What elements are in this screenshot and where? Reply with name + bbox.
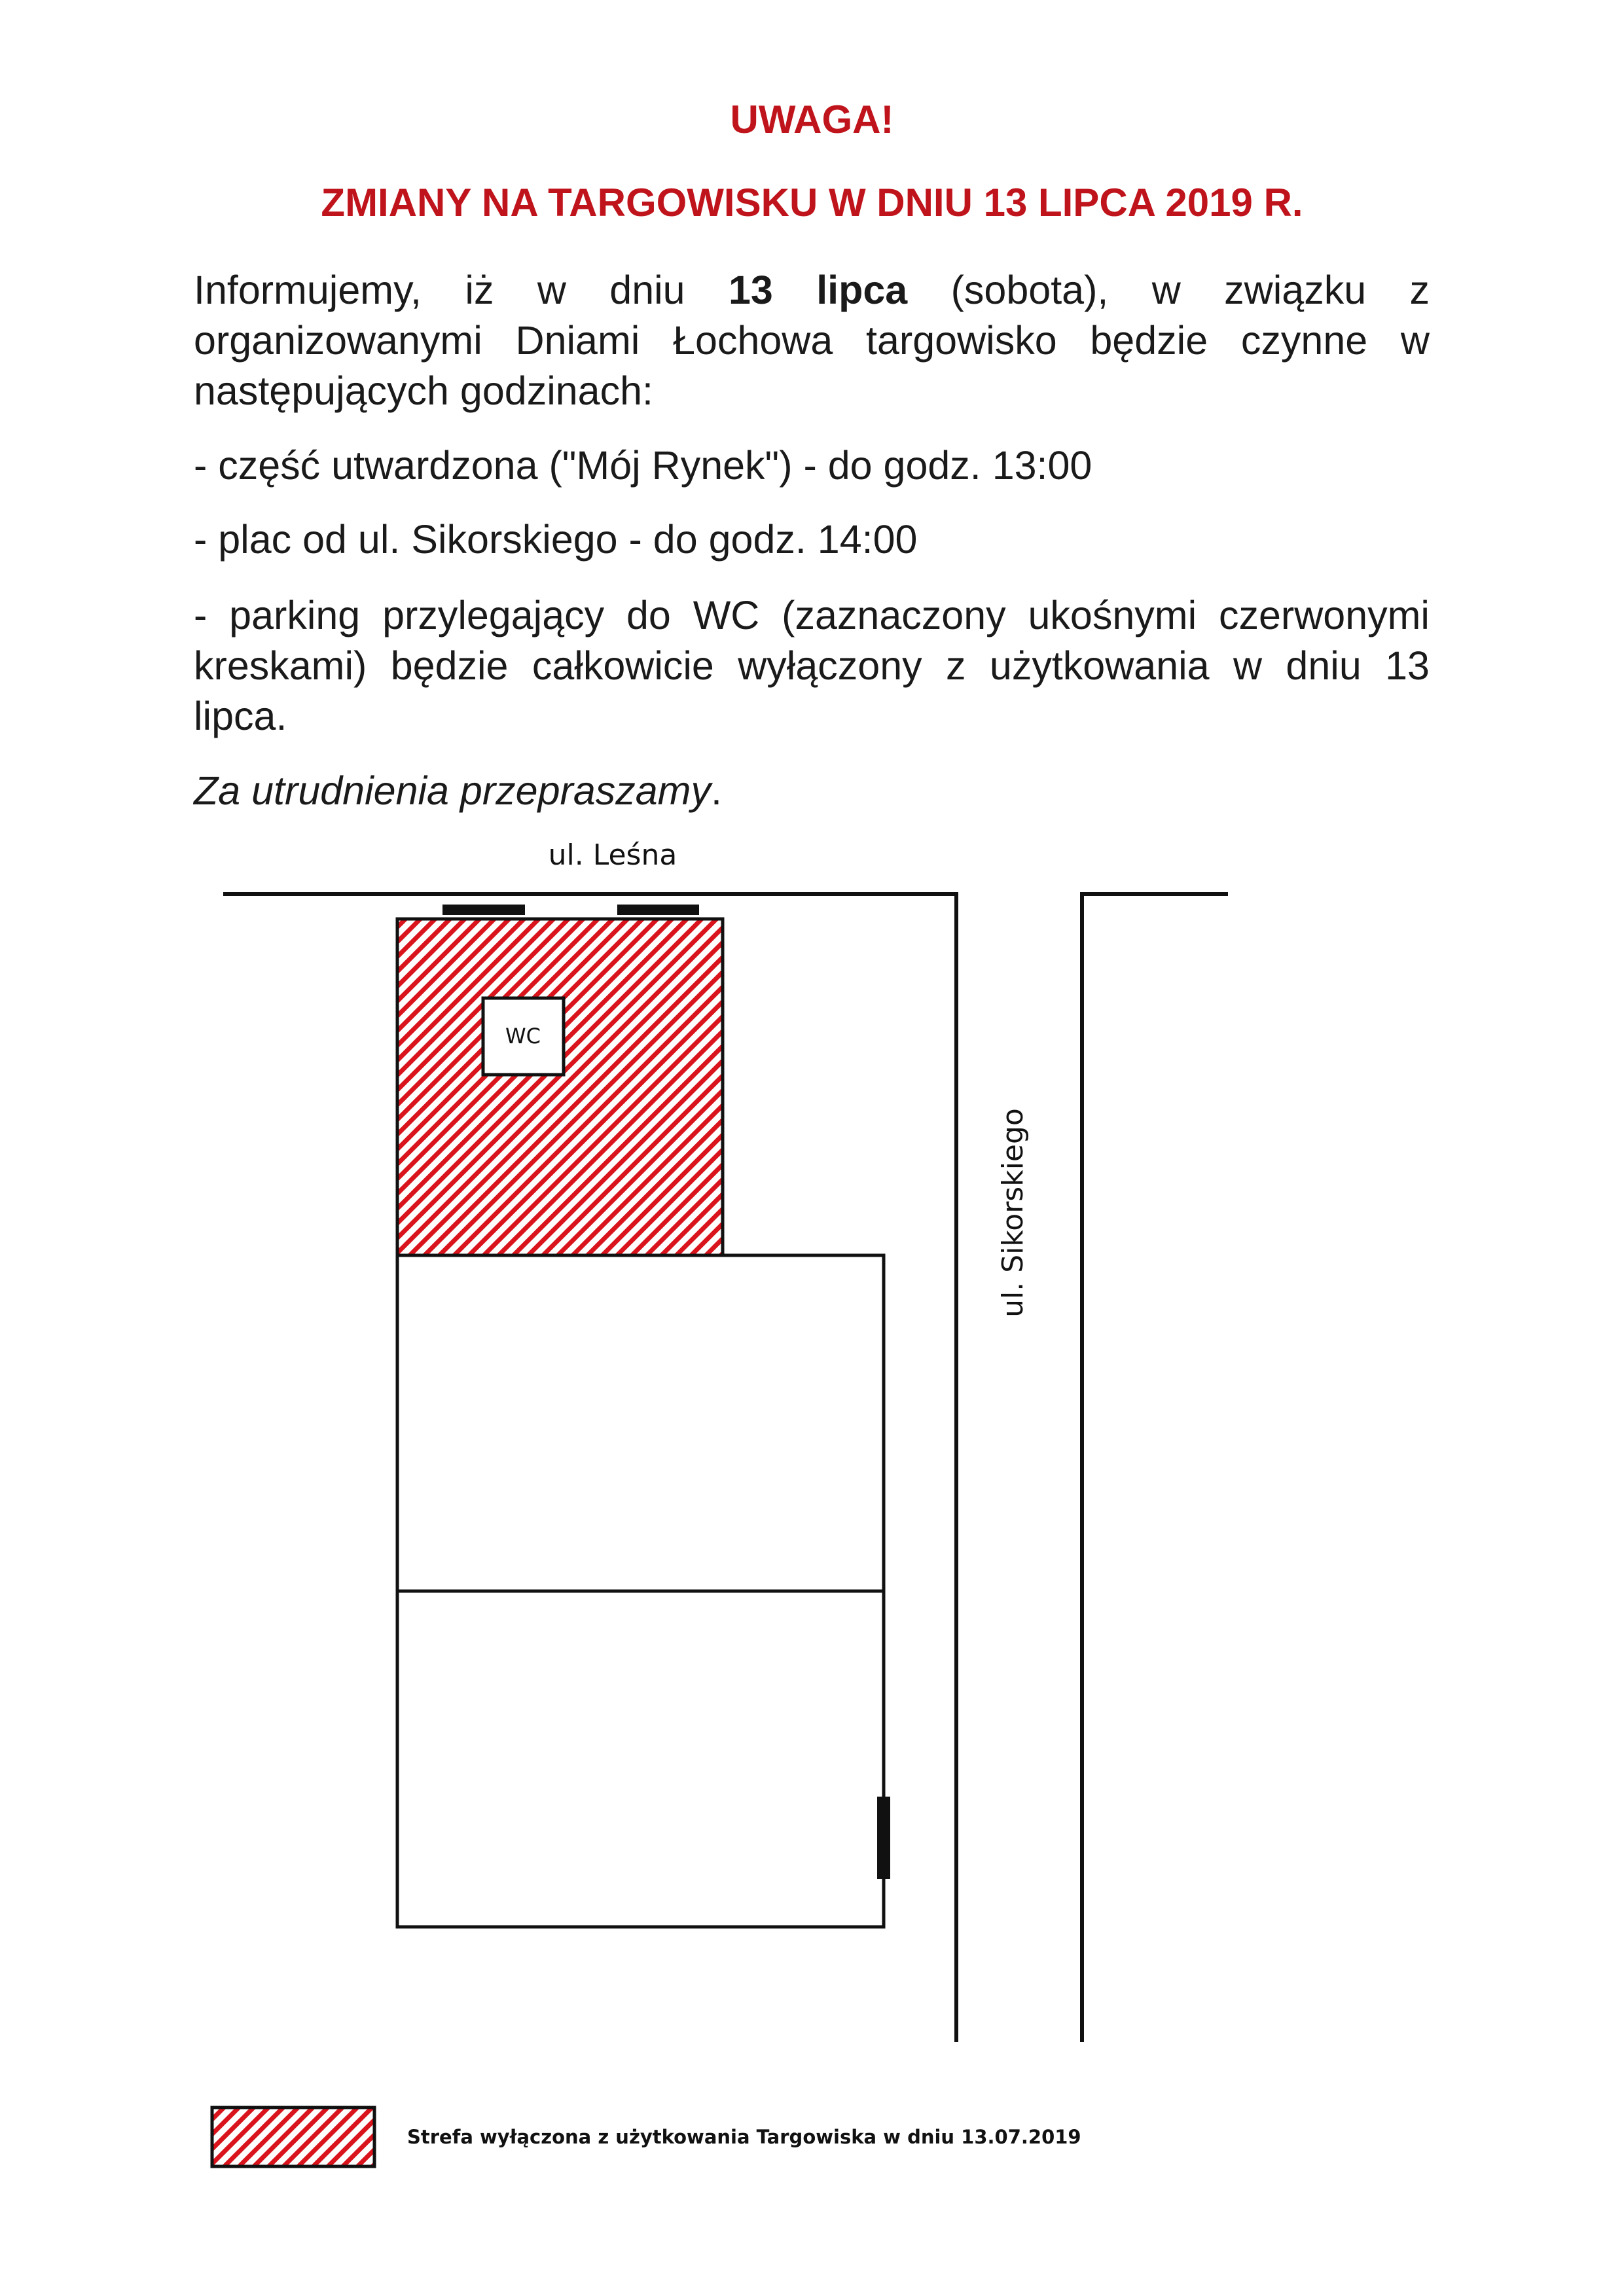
paved-area bbox=[397, 1255, 884, 1591]
intro-paragraph bbox=[194, 265, 1430, 416]
apology-period: . bbox=[711, 768, 722, 813]
apology-line bbox=[194, 766, 1430, 816]
excluded-parking-zone bbox=[397, 919, 723, 1255]
street-label-sikorskiego: ul. Sikorskiego bbox=[996, 1108, 1030, 1318]
gate-sikorskiego bbox=[877, 1797, 890, 1879]
apology-text: Za utrudnienia przepraszamy bbox=[194, 768, 711, 813]
intro-date: 13 lipca bbox=[728, 268, 908, 312]
square-area bbox=[397, 1591, 884, 1927]
intro-text-after: (sobota), w związku z organizowanymi Dniami Łochowa targowisko będzie czynne w następujących godzinach: bbox=[194, 268, 1430, 413]
legend-hatch-swatch bbox=[212, 2108, 374, 2166]
street-label-lesna: ul. Leśna bbox=[548, 838, 677, 872]
gate-right bbox=[617, 905, 699, 915]
intro-text-before: Informujemy, iż w dniu bbox=[194, 268, 729, 312]
notice-title: UWAGA! bbox=[730, 98, 894, 141]
market-map bbox=[194, 831, 1241, 2193]
parking-closure-paragraph: - parking przylegający do WC (zaznaczony ukośnymi czerwonymi kreskami) będzie całkowicie wyłączony z użytkowania w dniu 13 lipca. bbox=[194, 593, 1430, 738]
hours-item-square: - plac od ul. Sikorskiego - do godz. 14:00 bbox=[194, 517, 918, 562]
gate-left bbox=[442, 905, 525, 915]
hours-item-paved-area: - część utwardzona ("Mój Rynek") - do godz. 13:00 bbox=[194, 443, 1092, 488]
wc-label: WC bbox=[505, 1024, 541, 1049]
map-legend bbox=[212, 2108, 1081, 2166]
notice-subtitle: ZMIANY NA TARGOWISKU W DNIU 13 LIPCA 2019 R. bbox=[321, 181, 1303, 224]
legend-text: Strefa wyłączona z użytkowania Targowiska w dniu 13.07.2019 bbox=[407, 2126, 1081, 2148]
